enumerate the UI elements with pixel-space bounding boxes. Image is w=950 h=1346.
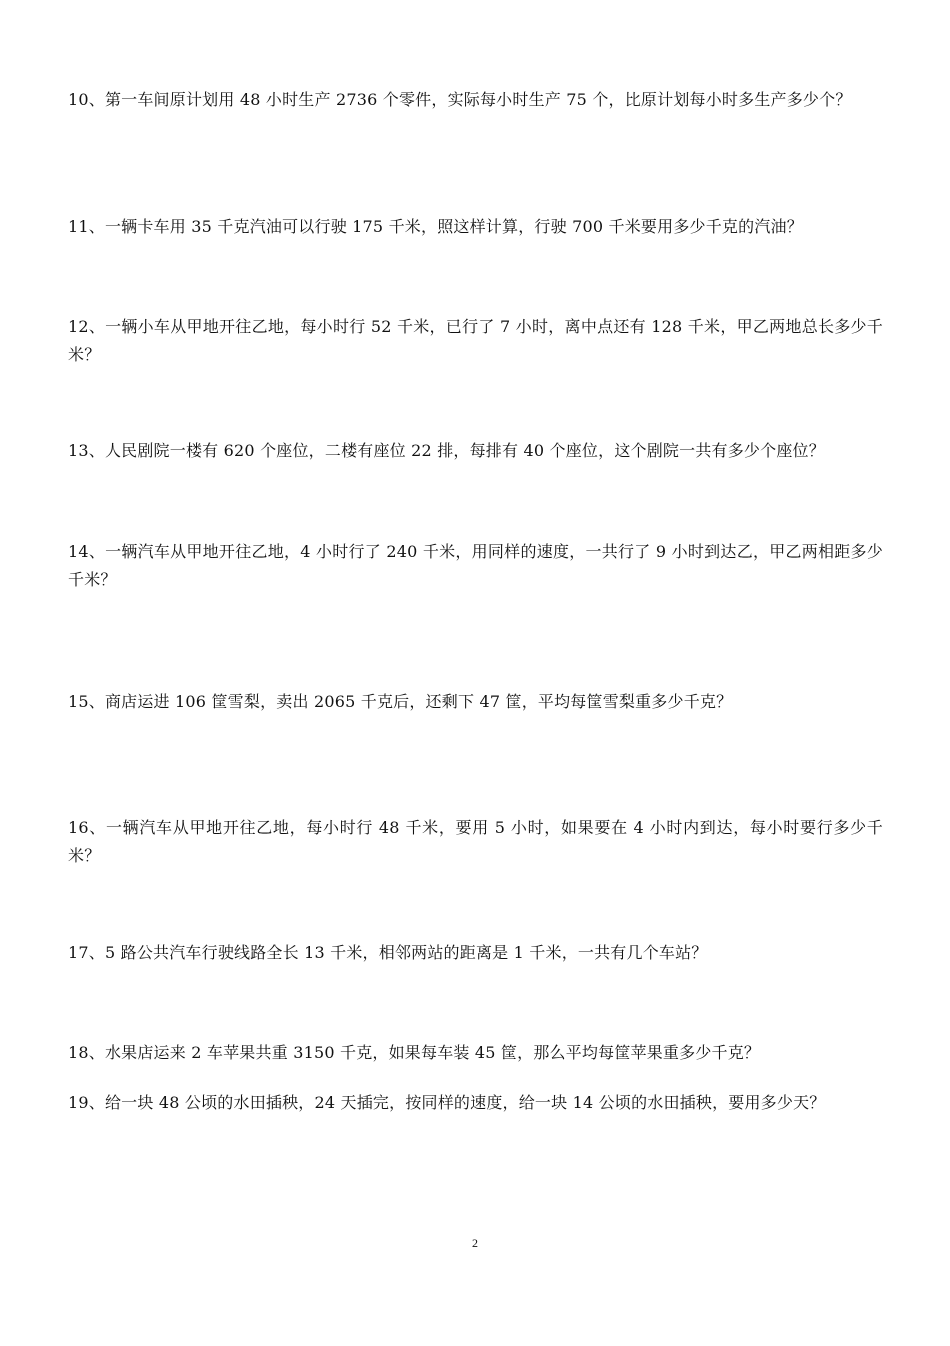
problem-12 [68,313,883,369]
page-number: 2 [472,1236,478,1250]
problem-text: 11、一辆卡车用 35 千克汽油可以行驶 175 千米，照这样计算，行驶 700 千米要用多少千克的汽油？ [68,217,803,236]
problem-10 [68,86,883,114]
problem-text: 10、第一车间原计划用 48 小时生产 2736 个零件，实际每小时生产 75 个，比原计划每小时多生产多少个？ [68,90,852,109]
problem-19 [68,1089,883,1117]
problem-text: 18、水果店运来 2 车苹果共重 3150 千克，如果每车装 45 筐，那么平均每筐苹果重多少千克？ [68,1043,761,1062]
problem-18 [68,1039,883,1067]
problem-text: 14、一辆汽车从甲地开往乙地，4 小时行了 240 千米，用同样的速度，一共行了 9 小时到达乙，甲乙两相距多少千米？ [68,542,883,589]
problem-text: 16、一辆汽车从甲地开往乙地，每小时行 48 千米，要用 5 小时，如果要在 4 小时内到达，每小时要行多少千米？ [68,818,883,865]
problem-11 [68,213,883,241]
problem-text: 12、一辆小车从甲地开往乙地，每小时行 52 千米，已行了 7 小时，离中点还有 128 千米，甲乙两地总长多少千米？ [68,317,883,364]
problem-text: 17、5 路公共汽车行驶线路全长 13 千米，相邻两站的距离是 1 千米，一共有几个车站？ [68,943,708,962]
problem-13 [68,437,883,465]
problem-16 [68,814,883,870]
problem-17 [68,939,883,967]
problem-15 [68,688,883,716]
problem-14 [68,538,883,594]
problem-text: 13、人民剧院一楼有 620 个座位，二楼有座位 22 排，每排有 40 个座位，这个剧院一共有多少个座位？ [68,441,825,460]
problem-text: 19、给一块 48 公顷的水田插秧，24 天插完，按同样的速度，给一块 14 公顷的水田插秧，要用多少天？ [68,1093,826,1112]
problem-text: 15、商店运进 106 筐雪梨，卖出 2065 千克后，还剩下 47 筐，平均每筐雪梨重多少千克？ [68,692,733,711]
